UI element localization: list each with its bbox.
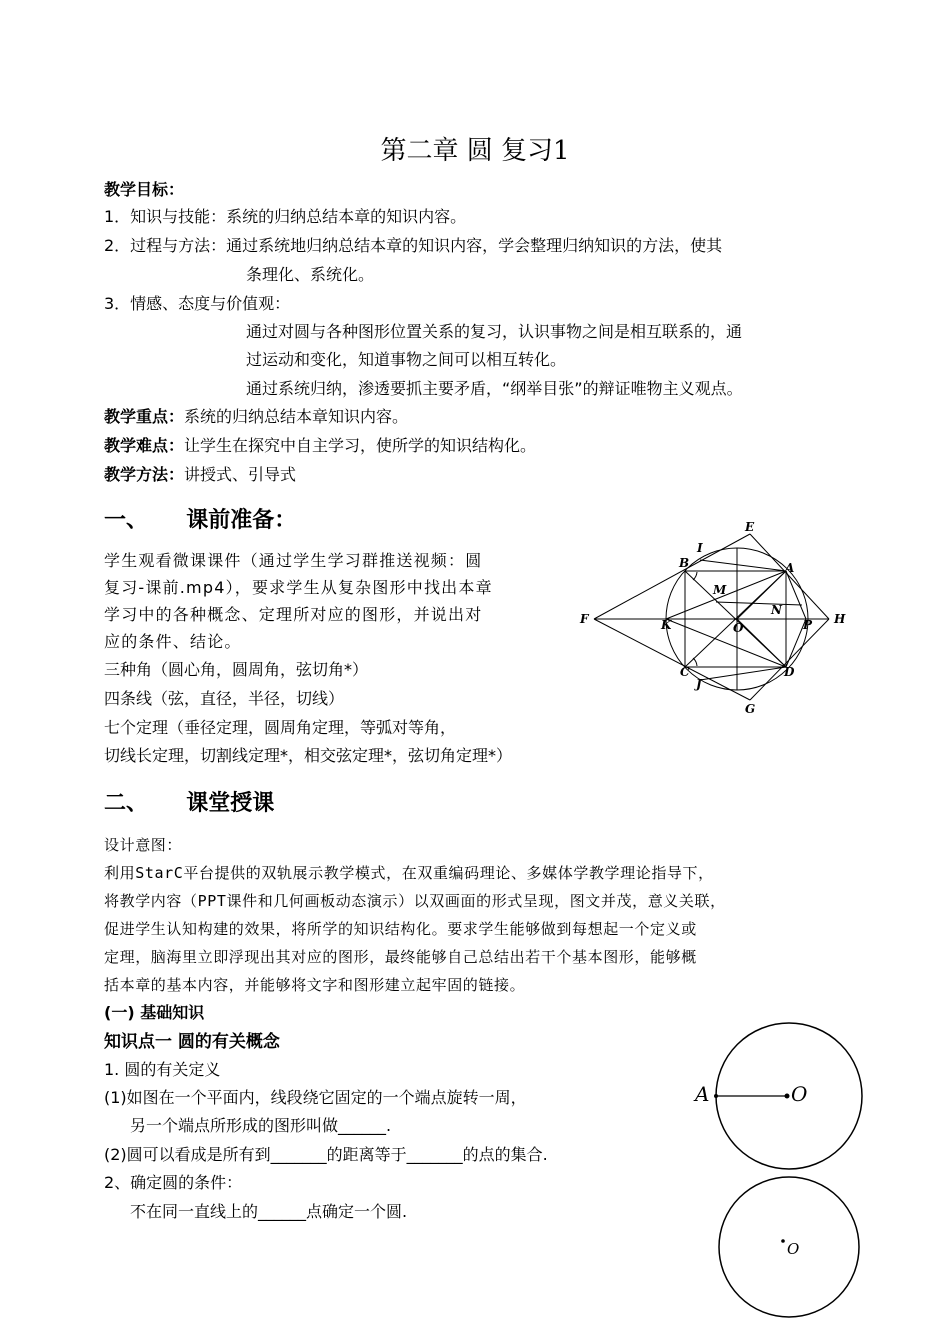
design-intent-line-1: 利用StarC平台提供的双轨展示教学模式，在双重编码理论、多媒体学教学理论指导下，	[104, 864, 714, 882]
seven-theorems: 七个定理（垂径定理，圆周角定理，等弧对等角，	[104, 718, 457, 737]
label-a: A	[695, 1082, 710, 1106]
figure-label-P: P	[803, 618, 813, 632]
figure-label-J: J	[696, 677, 702, 691]
figure-label-E: E	[745, 520, 755, 534]
figure-label-F: F	[580, 612, 589, 626]
design-intent-line-2: 将教学内容（PPT课件和几何画板动态演示）以双画面的形式呈现，图文并茂，意义关联，	[104, 892, 726, 910]
figure-label-N: N	[771, 603, 782, 617]
figure-label-D: D	[784, 665, 795, 679]
section1-heading: 一、 课前准备：	[104, 508, 297, 533]
section1-para-1: 学生观看微课课件（通过学生学习群推送视频：圆	[104, 551, 483, 570]
difficulty-text: 让学生在探究中自主学习，使所学的知识结构化。	[184, 436, 537, 455]
four-lines: 四条线（弦，直径，半径，切线）	[104, 689, 345, 708]
definition-1-cont: 另一个端点所形成的图形叫做______.	[130, 1116, 392, 1135]
circle-figure-1	[690, 1020, 870, 1170]
figure-label-M: M	[713, 583, 727, 597]
point-a-dot	[714, 1094, 718, 1098]
section1-para-4: 应的条件、结论。	[104, 632, 242, 651]
definition-2: (2)圆可以看成是所有到_______的距离等于_______的点的集合.	[104, 1145, 548, 1164]
circle-figure-2	[710, 1175, 870, 1330]
objective-2: 2．过程与方法：通过系统地归纳总结本章的知识内容，学会整理归纳知识的方法，使其	[104, 236, 723, 255]
figure-label-I: I	[697, 541, 703, 555]
seven-theorems-cont: 切线长定理，切割线定理*，相交弦定理*，弦切角定理*）	[104, 746, 513, 765]
difficulty	[104, 435, 536, 457]
condition-text: 不在同一直线上的______点确定一个圆.	[130, 1202, 408, 1221]
label-o-2: O	[787, 1240, 800, 1258]
figure-label-G: G	[745, 702, 756, 716]
section1-para-2: 复习-课前.mp4），要求学生从复杂图形中找出本章	[104, 578, 493, 597]
key-point	[104, 406, 408, 428]
objective-3-p1: 通过对圆与各种图形位置关系的复习，认识事物之间是相互联系的，通	[246, 322, 743, 341]
definition-1: (1)如图在一个平面内，线段绕它固定的一个端点旋转一周，	[104, 1088, 527, 1107]
key-point-label: 教学重点：	[104, 407, 185, 426]
geometry-figure	[575, 515, 855, 720]
basics-heading: (一) 基础知识	[104, 1003, 205, 1022]
label-o: O	[791, 1082, 808, 1106]
design-intent-line-4: 定理，脑海里立即浮现出其对应的图形，最终能够自己总结出若干个基本图形，能够概	[104, 948, 697, 966]
figure-label-B: B	[679, 556, 690, 570]
figure-label-C: C	[680, 665, 690, 679]
design-intent-label: 设计意图：	[104, 836, 183, 854]
objective-3-p1-cont: 过运动和变化，知道事物之间可以相互转化。	[246, 350, 567, 369]
objectives-heading: 教学目标：	[104, 180, 185, 199]
key-point-text: 系统的归纳总结本章知识内容。	[184, 407, 409, 426]
difficulty-label: 教学难点：	[104, 436, 185, 455]
figure-label-O: O	[733, 621, 744, 635]
section1-para-3: 学习中的各种概念、定理所对应的图形，并说出对	[104, 605, 483, 624]
center-dot-2	[781, 1239, 785, 1243]
teaching-method	[104, 464, 296, 486]
knowledge-point-1: 知识点一 圆的有关概念	[104, 1032, 280, 1052]
method-label: 教学方法：	[104, 465, 185, 484]
design-intent-line-3: 促进学生认知构建的效果，将所学的知识结构化。要求学生能够做到每想起一个定义或	[104, 920, 697, 938]
objective-2-cont: 条理化、系统化。	[246, 265, 375, 284]
objective-3-p2: 通过系统归纳，渗透要抓主要矛盾，“纲举目张”的辩证唯物主义观点。	[246, 379, 743, 398]
three-angles: 三种角（圆心角，圆周角，弦切角*）	[104, 660, 369, 679]
page-title: 第二章 圆 复习1	[380, 136, 570, 166]
figure-label-A: A	[785, 561, 795, 575]
section2-heading: 二、 课堂授课	[104, 791, 275, 816]
center-dot	[785, 1094, 790, 1099]
method-text: 讲授式、引导式	[184, 465, 297, 484]
figure-label-K: K	[661, 618, 672, 632]
objective-3: 3．情感、态度与价值观：	[104, 294, 291, 313]
design-intent-line-5: 括本章的基本内容，并能够将文字和图形建立起牢固的链接。	[104, 976, 526, 994]
condition-heading: 2、确定圆的条件：	[104, 1173, 243, 1192]
figure-label-H: H	[834, 612, 846, 626]
definition-heading: 1. 圆的有关定义	[104, 1060, 221, 1079]
objective-1: 1．知识与技能：系统的归纳总结本章的知识内容。	[104, 207, 467, 226]
